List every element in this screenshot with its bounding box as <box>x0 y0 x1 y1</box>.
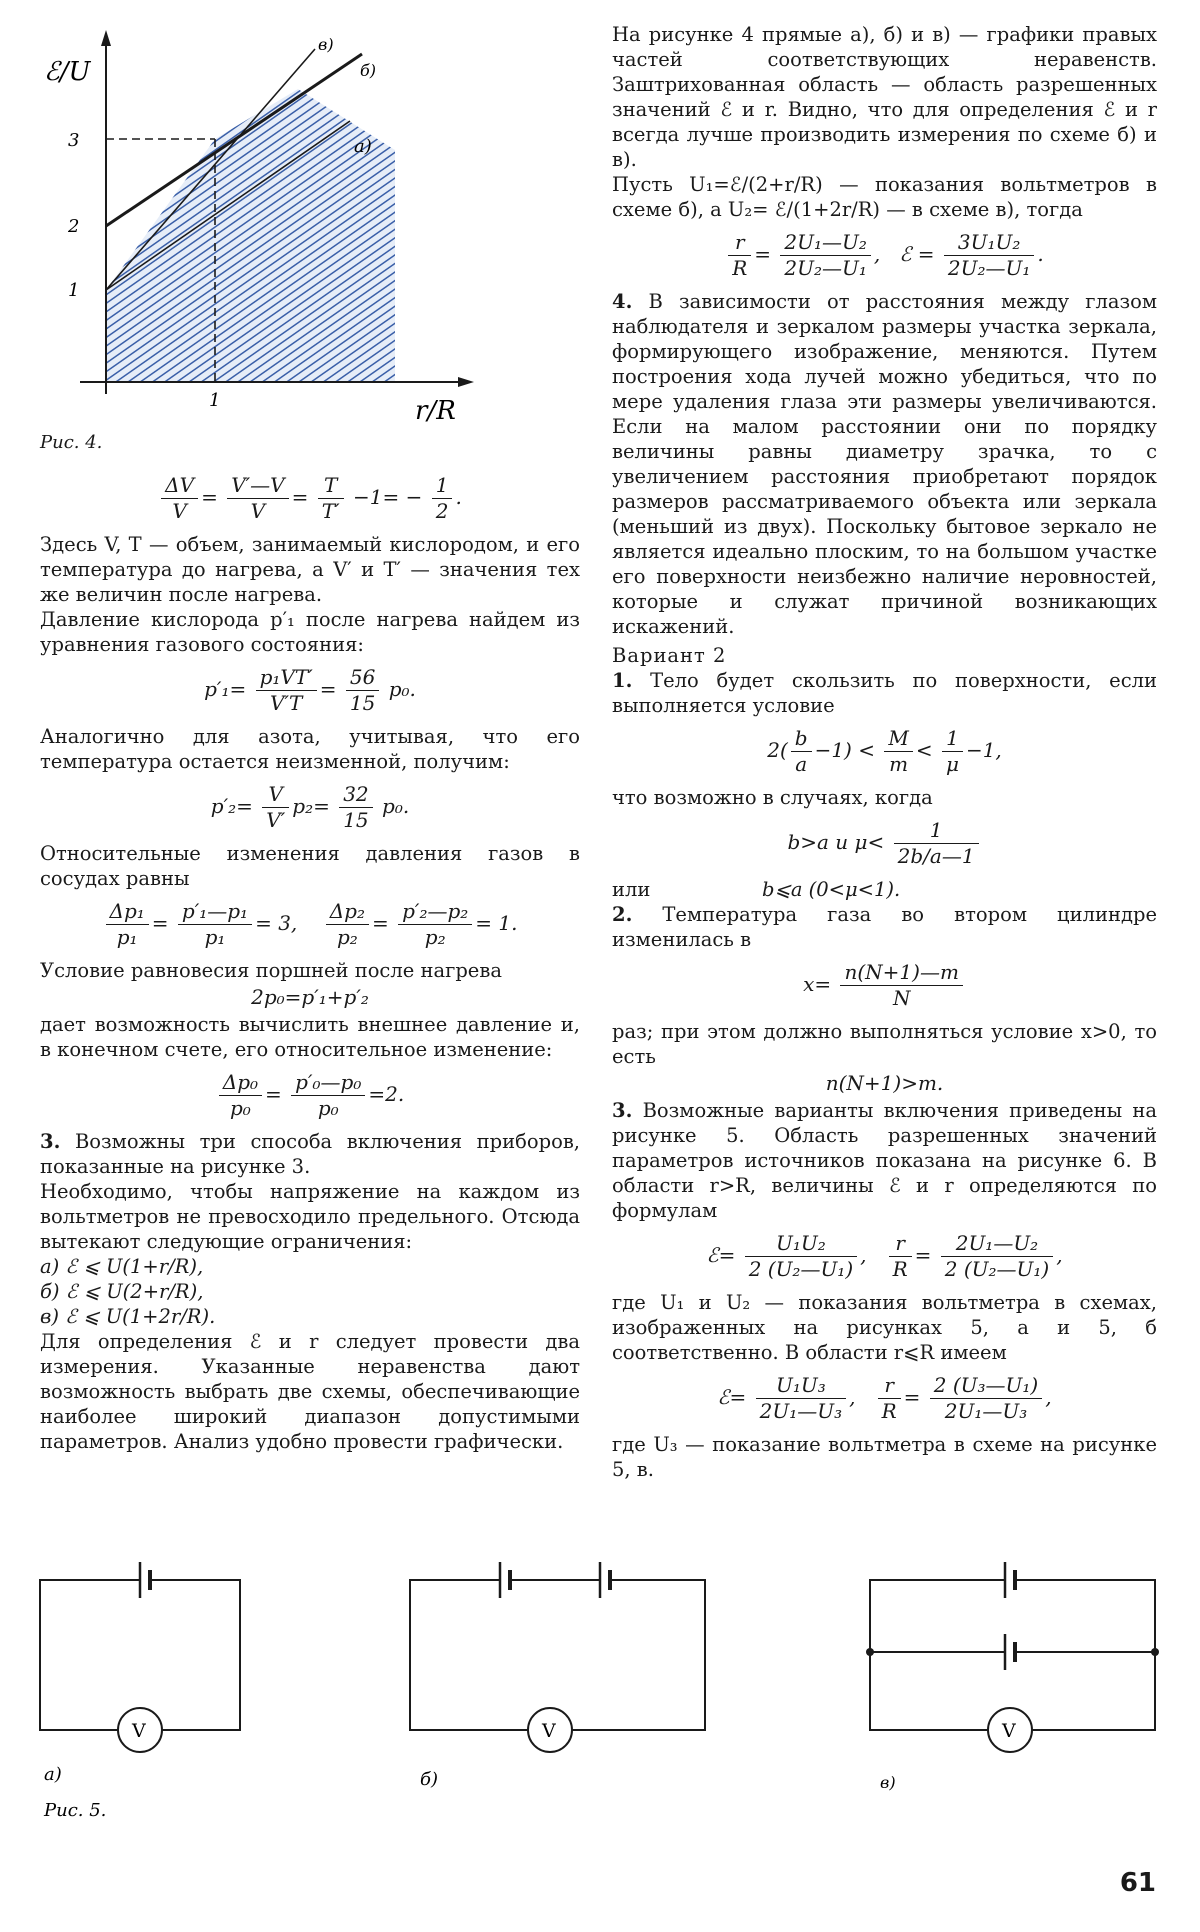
formula-equilibrium: 2p₀=p′₁+p′₂ <box>251 985 369 1009</box>
list-item: б) ℰ ⩽ U(2+r/R), <box>40 1280 204 1303</box>
formula-dv: $\frac{\Delta V}{V}$ = $\frac{V'—V}{V}$ = $\frac{T}{T'}$ −1= − $\frac{1}{2}$ . <box>40 473 580 524</box>
formula-p0: $\frac{\text{Δp₀}}{\text{p₀}}$ = $\frac{\text{p′₀—p₀}}{\text{p₀}}$ =2. <box>40 1070 580 1121</box>
paragraph: что возможно в случаях, когда <box>612 786 933 809</box>
formula-case1: b>a и μ< $\frac{1}{2b/a—1}$ <box>612 818 1157 869</box>
paragraph: Необходимо, чтобы напряжение на каждом из вольтметров не превосходило предельного. Отсюда вытекают следующие ограничения: <box>40 1180 580 1253</box>
paragraph: 2. Температура газа во втором цилиндре изменилась в <box>612 903 1157 951</box>
figure-5 <box>0 1540 1200 1830</box>
formula-p2: p′₂= $\frac{V}{V'}$ p₂= $\frac{32}{15}$ p₀. <box>210 782 410 832</box>
page-number: 61 <box>1119 1868 1156 1898</box>
x-axis-arrow <box>458 377 474 387</box>
list-item: в) ℰ ⩽ U(1+2r/R). <box>40 1305 216 1328</box>
voltmeter-label: V <box>1002 1720 1016 1742</box>
tick-y-2: 2 <box>68 216 80 237</box>
formula-relative: $\frac{\text{Δp₁}}{\text{p₁}}$ = $\frac{\text{p′₁—p₁}}{\text{p₁}}$ = 3, $\frac{\text{Δp₂}}{\text{p₂}}$ = $\frac{\text{p′₂—p₂}}{\text{p₂}}$ = 1. <box>40 899 580 950</box>
paragraph: Относительные изменения давления газов в сосудах равны <box>40 842 580 890</box>
paragraph: дает возможность вычислить внешнее давление и, в конечном счете, его относительное изменение: <box>40 1013 580 1061</box>
tick-x-1: 1 <box>209 390 221 411</box>
paragraph: Давление кислорода p′₁ после нагрева найдем из уравнения газового состояния: <box>40 608 580 656</box>
label-line-b: б) <box>360 61 377 80</box>
circuit-label-b: б) <box>420 1769 439 1790</box>
y-axis-label: ℰ/U <box>44 57 91 87</box>
formula-case2-row <box>612 877 1157 902</box>
formula-e-r-2: ℰ= $\frac{\text{U₁U₂}}{\text{2 (U₂—U₁)}}$ , $\frac{r}{R}$ = $\frac{\text{2U₁—U₂}}{\text{2 (U₂—U₁)}}$ , <box>706 1231 1063 1281</box>
formula-case2: b⩽a (0<μ<1). <box>762 878 901 901</box>
paragraph: где U₃ — показание вольтметра в схеме на рисунке 5, в. <box>612 1433 1157 1481</box>
paragraph: На рисунке 4 прямые а), б) и в) — графики правых частей соответствующих неравенств. Заштрихованная область — область разрешенных значений ℰ и r. Видно, что для определения ℰ и r всегда лучше производить измерения по схеме б) и в). <box>612 23 1157 171</box>
voltmeter-label: V <box>132 1720 146 1742</box>
list-item: а) ℰ ⩽ U(1+r/R), <box>40 1255 204 1278</box>
x-axis-label: r/R <box>415 396 456 424</box>
label-line-a: а) <box>354 136 372 157</box>
formula-e-r: $\frac{r}{R}$ = $\frac{\text{2U₁—U₂}}{\text{2U₂—U₁}}$ , ℰ = $\frac{\text{3U₁U₂}}{\text{2U₂—U₁}}$ . <box>612 230 1157 281</box>
voltmeter-label: V <box>542 1720 556 1742</box>
formula-x: x= $\frac{n(N+1)—m}{N}$ <box>612 960 1157 1011</box>
paragraph: раз; при этом должно выполняться условие x>0, то есть <box>612 1020 1157 1068</box>
formula-condition: n(N+1)>m. <box>825 1071 944 1095</box>
left-column <box>40 430 580 1454</box>
y-axis-arrow <box>101 30 111 46</box>
tick-y-1: 1 <box>68 280 80 301</box>
paragraph: Здесь V, T — объем, занимаемый кислородом, и его температура до нагрева, а V′ и T′ — значения тех же величин после нагрева. <box>40 533 580 606</box>
paragraph: Условие равновесия поршней после нагрева <box>40 959 502 982</box>
circuit-label-v: в) <box>880 1773 896 1792</box>
variant-heading: Вариант 2 <box>612 644 727 667</box>
paragraph: где U₁ и U₂ — показания вольтметра в схемах, изображенных на рисунках 5, а и 5, б соответственно. В области r⩽R имеем <box>612 1291 1157 1364</box>
paragraph: 3. Возможные варианты включения приведены на рисунке 5. Область разрешенных значений параметров источников показана на рисунке 6. В области r>R, величины ℰ и r определяются по формулам <box>612 1099 1157 1222</box>
formula-e-r-3: ℰ= $\frac{\text{U₁U₃}}{\text{2U₁—U₃}}$ , $\frac{r}{R}$ = $\frac{\text{2 (U₃—U₁)}}{\text{2U₁—U₃}}$ , <box>717 1373 1052 1423</box>
figure-4-caption: Рис. 4. <box>40 432 103 453</box>
paragraph: 4. В зависимости от расстояния между глазом наблюдателя и зеркалом размеры участка зеркала, формирующего изображение, меняются. Путем построения хода лучей можно убедиться, что по мере удаления глаза эти размеры увеличиваются. Если на малом расстоянии они по порядку величины равны диаметру зрачка, то с увеличением расстояния приобретают порядок размеров рассматриваемого объекта или зеркала (меньший из двух). Поскольку бытовое зеркало не является идеально плоским, то на большом участке его поверхности неизбежно наличие неровностей, которые и служат причиной возникающих искажений. <box>612 290 1158 638</box>
paragraph: 1. Тело будет скользить по поверхности, если выполняется условие <box>612 669 1157 717</box>
paragraph: Аналогично для азота, учитывая, что его температура остается неизменной, получим: <box>40 725 580 773</box>
tick-y-3: 3 <box>68 130 80 151</box>
paragraph: Пусть U₁=ℰ/(2+r/R) — показания вольтметров в схеме б), а U₂= ℰ/(1+2r/R) — в схеме в), тогда <box>612 173 1157 221</box>
paragraph: 3. Возможны три способа включения приборов, показанные на рисунке 3. <box>40 1130 580 1178</box>
or-word: или <box>612 878 651 901</box>
formula-p1: p′₁= $\frac{\text{p₁VT′}}{V'T}$ = $\frac{56}{15}$ p₀. <box>204 665 416 715</box>
junction-dot <box>866 1648 874 1656</box>
formula-slide: 2( $\frac{b}{a}$ −1) < $\frac{M}{m}$ < $\frac{1}{\mu}$ −1, <box>767 726 1002 776</box>
paragraph: Для определения ℰ и r следует провести два измерения. Указанные неравенства дают возможность выбрать две схемы, обеспечивающие наиболее широкий диапазон допустимыми параметров. Анализ удобно провести графически. <box>40 1330 580 1453</box>
circuit-b <box>410 1562 705 1752</box>
figure-4 <box>40 24 570 424</box>
constraint-list <box>40 1254 580 1329</box>
figure-5-caption: Рис. 5. <box>44 1800 107 1821</box>
right-column <box>612 22 1157 1482</box>
junction-dot <box>1151 1648 1159 1656</box>
allowed-region <box>106 89 395 382</box>
label-line-v: в) <box>318 35 334 54</box>
circuit-label-a: а) <box>44 1764 62 1785</box>
